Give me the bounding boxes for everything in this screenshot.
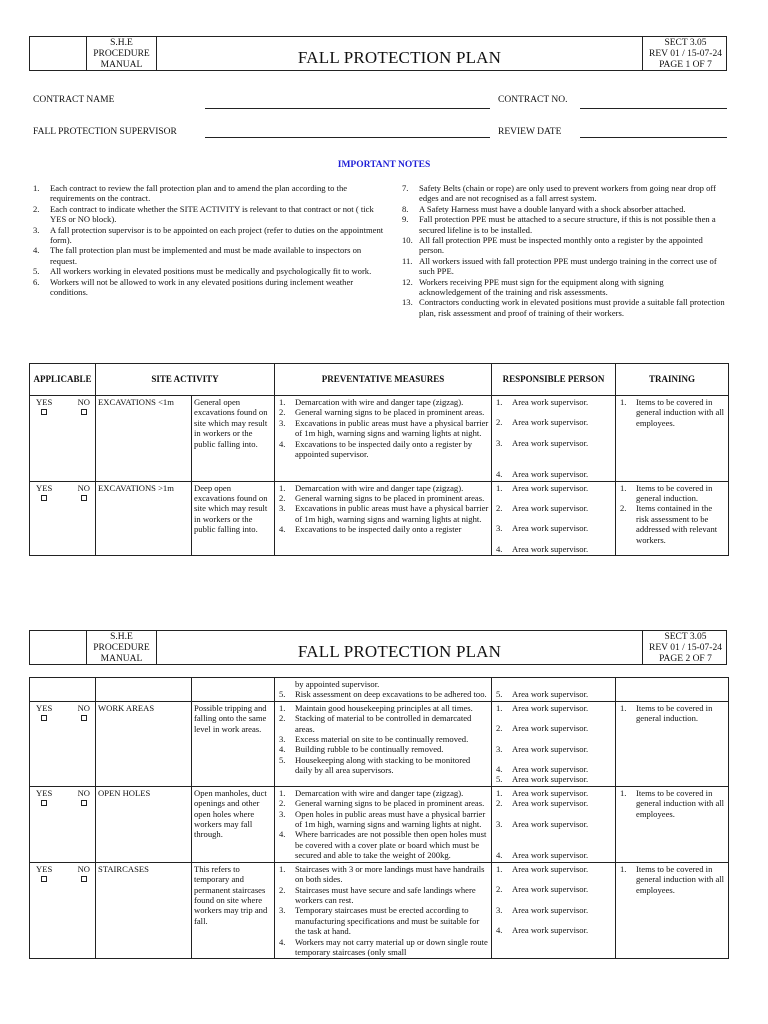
numbered-item: 1. Items to be covered in general induction. — [620, 482, 713, 504]
numbered-item: 1. Area work supervisor. — [496, 863, 589, 874]
numbered-item: 4. Workers may not carry material up or down single route temporary staircases (only small — [279, 936, 488, 957]
numbered-item: 1. Maintain good housekeeping principles at all times. — [279, 702, 473, 713]
note-item: 1. Each contract to review the fall protection plan and to amend the plan according to the requirements on the contract. — [33, 183, 348, 204]
note-item: 3. A fall protection supervisor is to be appointed on each project (refer to duties on the appointment form). — [33, 224, 384, 246]
note-item: 5. All workers working in elevated positions must be medically and psychologically fit to work. — [33, 266, 372, 277]
no-checkbox[interactable] — [81, 800, 87, 806]
numbered-item: 2. General warning signs to be placed in prominent areas. — [279, 493, 485, 504]
manual-label: S.H.E PROCEDURE MANUAL — [87, 37, 157, 70]
table-row — [30, 701, 729, 786]
table-row — [30, 862, 729, 959]
numbered-item: 4. Area work supervisor. — [496, 850, 589, 861]
responsible-cell — [492, 786, 616, 862]
col-responsible: RESPONSIBLE PERSON — [492, 364, 616, 396]
no-checkbox[interactable] — [81, 715, 87, 721]
numbered-item: 5. Area work supervisor. — [496, 689, 589, 699]
yes-checkbox[interactable] — [41, 715, 47, 721]
no-label: NO — [77, 702, 90, 713]
measures-cell — [275, 701, 492, 786]
note-item: 9. Fall protection PPE must be attached to a secure structure, if this is not possible then a secured lifeline is to be installed. — [402, 214, 716, 235]
measures-cell — [275, 862, 492, 959]
numbered-item: 4. Area work supervisor. — [496, 764, 589, 775]
col-site-activity: SITE ACTIVITY — [96, 364, 275, 396]
numbered-item: 1. Area work supervisor. — [496, 397, 589, 407]
review-date-label: REVIEW DATE — [498, 127, 562, 137]
numbered-item: 5. Area work supervisor. — [496, 774, 589, 785]
numbered-item: 1. Demarcation with wire and danger tape (zigzag). — [279, 397, 464, 407]
numbered-item: 1. Area work supervisor. — [496, 702, 589, 713]
contract-name-label: CONTRACT NAME — [33, 95, 115, 105]
numbered-item: 3. Open holes in public areas must have a physical barrier of 1m high, warning signs and warning lights at night. — [279, 808, 486, 830]
no-label: NO — [77, 863, 90, 874]
numbered-item: 4. Excavations to be inspected daily onto a register — [279, 524, 462, 535]
numbered-item: 2. Area work supervisor. — [496, 884, 589, 895]
numbered-item: 3. Temporary staircases must be erected according to manufacturing specifications and must be suitable for the task at hand. — [279, 905, 480, 937]
note-item: 2. Each contract to indicate whether the SITE ACTIVITY is relevant to that contract or not ( tick YES or NO block). — [33, 203, 374, 225]
yes-checkbox[interactable] — [41, 800, 47, 806]
note-item: 6. Workers will not be allowed to work in any elevated positions during inclement weather conditions. — [33, 276, 354, 298]
yes-label: YES — [36, 863, 53, 874]
yes-checkbox[interactable] — [41, 876, 47, 882]
numbered-item: 2. Stacking of material to be controlled in demarcated areas. — [279, 713, 472, 734]
supervisor-label: FALL PROTECTION SUPERVISOR — [33, 127, 177, 137]
numbered-item: 3. Area work supervisor. — [496, 904, 589, 915]
numbered-item: 1. Demarcation with wire and danger tape (zigzag). — [279, 482, 464, 493]
activity-cell: STAIRCASES — [96, 862, 192, 959]
numbered-item: 1. Area work supervisor. — [496, 787, 589, 798]
numbered-item: 3. Excavations in public areas must have a physical barrier of 1m high, warning signs and warning lights at night. — [279, 503, 489, 524]
measures-cell: by appointed supervisor. 5. Risk assessment on deep excavations to be adhered too. — [275, 678, 492, 702]
numbered-item: 4. Area work supervisor. — [496, 469, 589, 480]
numbered-item: 3. Excavations in public areas must have a physical barrier of 1m high, warning signs and warning lights at night. — [279, 417, 489, 439]
activity-cell: EXCAVATIONS <1m — [96, 396, 192, 482]
numbered-item: 3. Area work supervisor. — [496, 743, 589, 754]
yes-label: YES — [36, 482, 53, 493]
description-cell: Open manholes, duct openings and other open holes where workers may fall through. — [192, 786, 275, 862]
numbered-item: 1. Area work supervisor. — [496, 482, 589, 493]
numbered-item: 2. Area work supervisor. — [496, 417, 589, 428]
no-checkbox[interactable] — [81, 876, 87, 882]
page-header — [29, 630, 727, 665]
activity-cell: EXCAVATIONS >1m — [96, 481, 192, 556]
numbered-item: 4. Where barricades are not possible then open holes must be covered with a cover plate or board which must be secured and able to take the weight of 200kg. — [279, 829, 487, 861]
note-item: 7. Safety Belts (chain or rope) are only used to prevent workers from going near drop off edges and are not recognised as a fall arrest system. — [402, 183, 716, 204]
training-cell — [616, 862, 729, 959]
numbered-item: 2. Area work supervisor. — [496, 503, 589, 514]
continuation-row — [30, 678, 729, 702]
note-item: 11. All workers issued with fall protection PPE must undergo training in the correct use of such PPE. — [402, 255, 717, 277]
important-notes-title: IMPORTANT NOTES — [337, 160, 431, 170]
numbered-item: 3. Area work supervisor. — [496, 523, 589, 534]
numbered-item: 4. Excavations to be inspected daily onto a register by appointed supervisor. — [279, 438, 473, 460]
numbered-item: 4. Building rubble to be continually removed. — [279, 744, 444, 755]
numbered-item: 5. Risk assessment on deep excavations to be adhered too. — [279, 689, 487, 700]
numbered-item: 5. Housekeeping along with stacking to be monitored daily by all area supervisors. — [279, 754, 471, 776]
yes-label: YES — [36, 787, 53, 798]
applicable-cell — [30, 701, 96, 786]
measures-cell — [275, 786, 492, 862]
col-training: TRAINING — [616, 364, 729, 396]
numbered-item: 3. Area work supervisor. — [496, 437, 589, 448]
numbered-item: 1. Items to be covered in general induction with all employees. — [620, 397, 725, 428]
yes-label: YES — [36, 397, 53, 407]
numbered-item: 4. Area work supervisor. — [496, 924, 589, 935]
document-title: FALL PROTECTION PLAN — [157, 37, 643, 70]
numbered-item: 1. Items to be covered in general induction with all employees. — [620, 863, 725, 895]
document-ref: SECT 3.05 REV 01 / 15-07-24 PAGE 1 OF 7 — [649, 38, 722, 70]
numbered-item: 4. Area work supervisor. — [496, 543, 589, 554]
no-label: NO — [77, 787, 90, 798]
no-label: NO — [77, 397, 90, 407]
numbered-item: 1. Items to be covered in general induction with all employees. — [620, 787, 725, 819]
note-item: 4. The fall protection plan must be implemented and must be made available to inspectors on request. — [33, 245, 362, 266]
numbered-item: 2. Items contained in the risk assessment to be addressed with relevant workers. — [620, 503, 718, 545]
description-cell: Deep open excavations found on site which may result in workers or the public falling into. — [192, 481, 275, 556]
numbered-item: 2. General warning signs to be placed in prominent areas. — [279, 798, 485, 809]
contract-no-label: CONTRACT NO. — [498, 95, 568, 105]
activity-cell: WORK AREAS — [96, 701, 192, 786]
description-cell: General open excavations found on site which may result in workers or the public falling into. — [192, 396, 275, 482]
site-activity-table-2 — [29, 677, 729, 959]
applicable-cell — [30, 862, 96, 959]
note-item: 10. All fall protection PPE must be inspected monthly onto a register by the appointed person. — [402, 235, 703, 256]
page-2-table-viewport — [0, 677, 768, 1024]
responsible-cell — [492, 701, 616, 786]
document-ref: SECT 3.05 REV 01 / 15-07-24 PAGE 2 OF 7 — [649, 632, 722, 664]
numbered-item: 2. General warning signs to be placed in prominent areas. — [279, 407, 485, 418]
header-blank-cell — [30, 631, 87, 664]
training-cell — [616, 701, 729, 786]
numbered-item: 3. Excess material on site to be continually removed. — [279, 734, 469, 745]
numbered-item: 2. Staircases must have secure and safe landings where workers can rest. — [279, 884, 476, 905]
manual-label: S.H.E PROCEDURE MANUAL — [87, 631, 157, 664]
numbered-item: 1. Items to be covered in general induction. — [620, 702, 713, 724]
description-cell: This refers to temporary and permanent staircases found on site where workers may trip and fall. — [192, 862, 275, 959]
numbered-item: 1. Staircases with 3 or more landings must have handrails on both sides. — [279, 863, 485, 885]
responsible-cell — [492, 678, 616, 702]
note-item: 8. A Safety Harness must have a double lanyard with a shock absorber attached. — [402, 203, 686, 214]
col-applicable: APPLICABLE — [30, 364, 96, 396]
numbered-item: 1. Demarcation with wire and danger tape (zigzag). — [279, 787, 464, 798]
note-item: 13. Contractors conducting work in elevated positions must provide a suitable fall protection plan, risk assessment and proof of training of their workers. — [402, 297, 725, 318]
applicable-cell — [30, 786, 96, 862]
table-row — [30, 786, 729, 862]
activity-cell: OPEN HOLES — [96, 786, 192, 862]
responsible-cell — [492, 862, 616, 959]
description-cell: Possible tripping and falling onto the same level in work areas. — [192, 701, 275, 786]
document-title: FALL PROTECTION PLAN — [157, 631, 643, 664]
no-label: NO — [77, 482, 90, 493]
training-cell — [616, 786, 729, 862]
note-item: 12. Workers receiving PPE must sign for the equipment along with signing acknowledgement of the training and risk assessments. — [402, 276, 664, 298]
numbered-item: 2. Area work supervisor. — [496, 798, 589, 809]
col-preventative: PREVENTATIVE MEASURES — [275, 364, 492, 396]
yes-label: YES — [36, 702, 53, 713]
numbered-item: 2. Area work supervisor. — [496, 723, 589, 734]
numbered-item: 3. Area work supervisor. — [496, 818, 589, 829]
